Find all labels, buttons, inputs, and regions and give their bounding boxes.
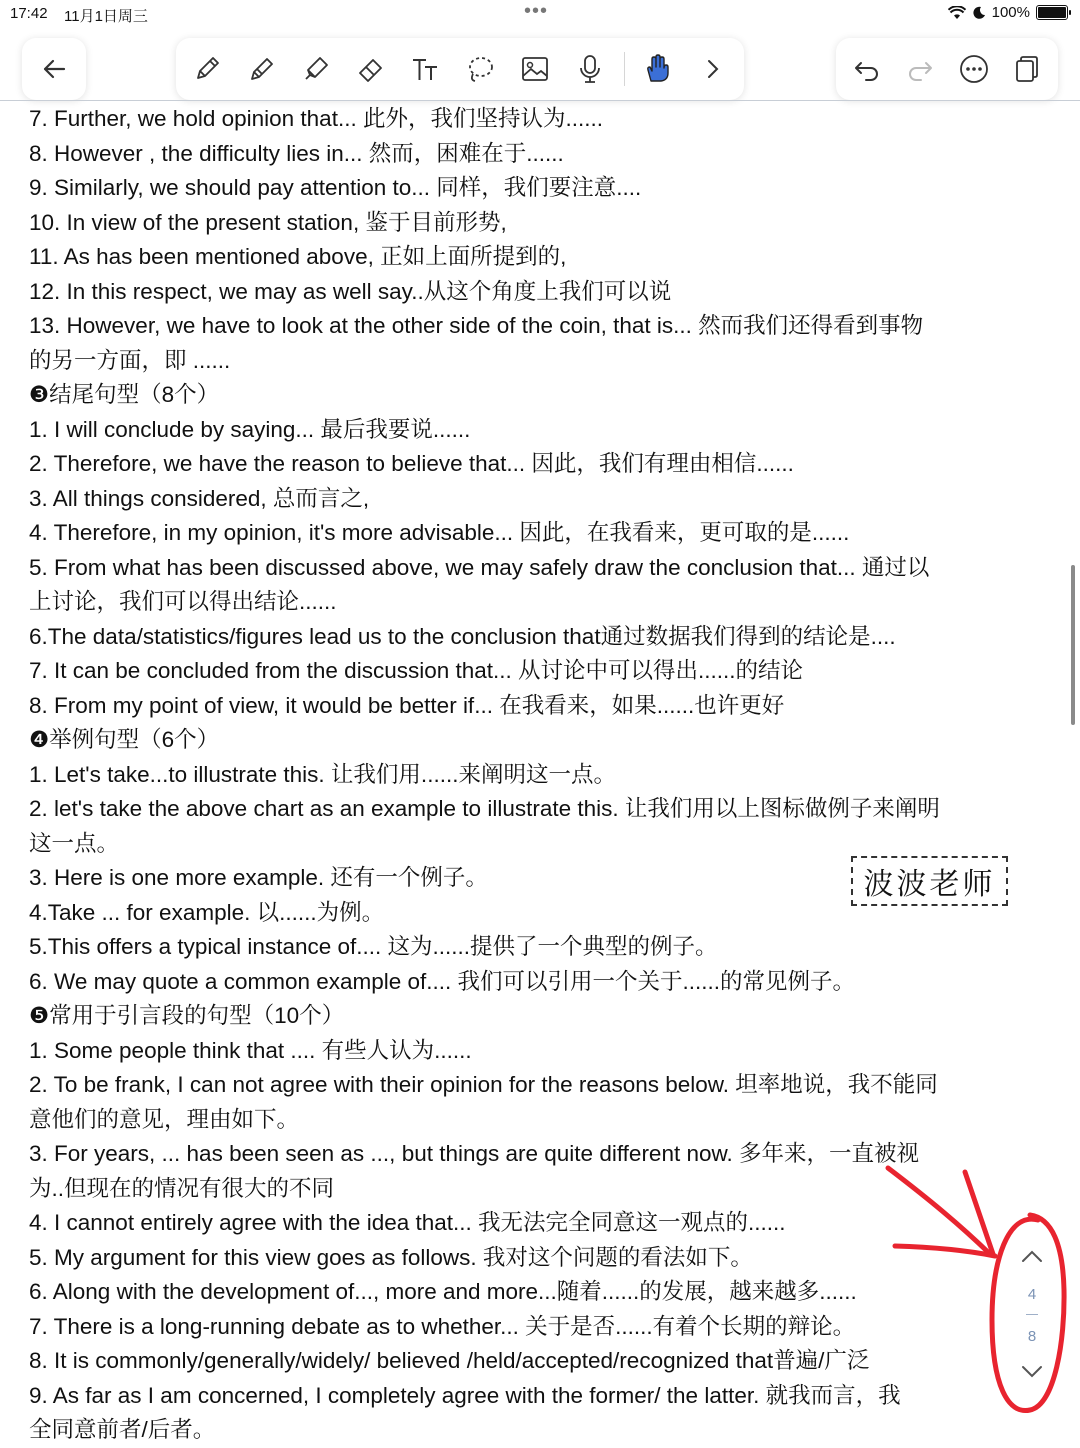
text-line: 9. As far as I am concerned, I completely agree with the former/ the latter. 就我而言，我 bbox=[29, 1382, 901, 1408]
more-options-button[interactable] bbox=[953, 48, 995, 90]
pen-alt-tool-button[interactable] bbox=[241, 48, 283, 90]
wifi-icon bbox=[948, 6, 966, 20]
document-content[interactable] bbox=[29, 102, 1054, 1448]
text-line: 3. Here is one more example. 还有一个例子。 bbox=[29, 865, 488, 890]
text-line: 7. It can be concluded from the discussion that... 从讨论中可以得出......的结论 bbox=[29, 658, 804, 683]
text-line: 4. Therefore, in my opinion, it's more advisable... 因此，在我看来，更可取的是...... bbox=[29, 520, 850, 545]
redo-button[interactable] bbox=[899, 48, 941, 90]
text-line: 这一点。 bbox=[29, 830, 120, 856]
redo-icon bbox=[904, 53, 936, 85]
text-line: 12. In this respect, we may as well say..从这个角度上我们可以说 bbox=[29, 278, 672, 304]
lasso-tool-button[interactable] bbox=[459, 48, 501, 90]
text-line: ❺常用于引言段的句型（10个） bbox=[29, 1003, 345, 1028]
text-line: 1. I will conclude by saying... 最后我要说...... bbox=[29, 416, 471, 442]
text-line: 6.The data/statistics/figures lead us to the conclusion that通过数据我们得到的结论是.... bbox=[29, 623, 896, 649]
image-tool-button[interactable] bbox=[514, 48, 556, 90]
scrollbar[interactable] bbox=[1071, 565, 1075, 725]
multitasking-dots-icon[interactable]: ••• bbox=[524, 0, 549, 22]
image-icon bbox=[519, 53, 551, 85]
chevron-up-icon bbox=[1021, 1249, 1043, 1263]
text-line: 5. My argument for this view goes as follows. 我对这个问题的看法如下。 bbox=[29, 1244, 753, 1270]
text-line: 全同意前者/后者。 bbox=[29, 1417, 216, 1442]
chevron-down-icon bbox=[1021, 1365, 1043, 1379]
hand-gesture-icon bbox=[642, 53, 674, 85]
page-down-button[interactable] bbox=[1017, 1360, 1047, 1384]
microphone-icon bbox=[574, 53, 606, 85]
highlighter-tool-button[interactable] bbox=[295, 48, 337, 90]
text-line: 的另一方面，即 ...... bbox=[29, 347, 231, 373]
text-line: 3. All things considered, 总而言之, bbox=[29, 485, 370, 511]
text-line: 8. From my point of view, it would be better if... 在我看来，如果......也许更好 bbox=[29, 692, 785, 718]
page-divider bbox=[1026, 1314, 1038, 1315]
action-bar bbox=[836, 38, 1058, 100]
text-line: 8. However , the difficulty lies in... 然而，困难在于...... bbox=[29, 140, 564, 166]
text-line: 为..但现在的情况有很大的不同 bbox=[29, 1175, 335, 1201]
text-line: 7. There is a long-running debate as to whether... 关于是否......有着个长期的辩论。 bbox=[29, 1313, 856, 1339]
microphone-tool-button[interactable] bbox=[569, 48, 611, 90]
status-date: 11月1日周三 bbox=[64, 8, 148, 25]
tool-palette bbox=[176, 38, 744, 100]
toolbar-separator bbox=[624, 52, 625, 86]
text-line: 8. It is commonly/generally/widely/ believed /held/accepted/recognized that普遍/广泛 bbox=[29, 1348, 870, 1373]
undo-button[interactable] bbox=[846, 48, 888, 90]
text-line: ❸结尾句型（8个） bbox=[29, 382, 220, 407]
text-line: 意他们的意见，理由如下。 bbox=[29, 1106, 300, 1132]
text-tool-icon bbox=[410, 53, 442, 85]
lasso-icon bbox=[464, 53, 496, 85]
text-line: 6. We may quote a common example of.... 我们可以引用一个关于......的常见例子。 bbox=[29, 968, 856, 994]
text-line: 1. Some people think that .... 有些人认为...... bbox=[29, 1037, 472, 1063]
eraser-tool-button[interactable] bbox=[350, 48, 392, 90]
moon-icon bbox=[972, 6, 986, 20]
text-line: 4.Take ... for example. 以......为例。 bbox=[29, 899, 385, 925]
toolbar-more-button[interactable] bbox=[692, 48, 734, 90]
undo-icon bbox=[851, 53, 883, 85]
text-tool-button[interactable] bbox=[405, 48, 447, 90]
pages-icon bbox=[1011, 53, 1043, 85]
pen-icon bbox=[191, 53, 223, 85]
battery-percent: 100% bbox=[991, 4, 1030, 21]
text-line: 5. From what has been discussed above, we may safely draw the conclusion that... 通过以 bbox=[29, 554, 930, 580]
battery-icon bbox=[1036, 5, 1068, 20]
text-line: 2. To be frank, I can not agree with their opinion for the reasons below. 坦率地说，我不能同 bbox=[29, 1072, 938, 1097]
text-line: 13. However, we have to look at the other side of the coin, that is... 然而我们还得看到事物 bbox=[29, 313, 924, 338]
text-line: 4. I cannot entirely agree with the idea that... 我无法完全同意这一观点的...... bbox=[29, 1210, 786, 1235]
author-stamp: 波波老师 bbox=[851, 856, 1008, 906]
total-pages: 8 bbox=[1027, 1328, 1037, 1345]
text-line: 2. Therefore, we have the reason to believe that... 因此，我们有理由相信...... bbox=[29, 451, 794, 476]
status-right bbox=[948, 4, 1068, 21]
chevron-right-icon bbox=[697, 53, 729, 85]
text-line: 5.This offers a typical instance of.... 这为......提供了一个典型的例子。 bbox=[29, 934, 718, 959]
text-line: 1. Let's take...to illustrate this. 让我们用......来阐明这一点。 bbox=[29, 761, 616, 787]
page-navigator bbox=[1005, 1232, 1059, 1402]
status-bar bbox=[0, 0, 1080, 28]
pen-alt-icon bbox=[246, 53, 278, 85]
highlighter-icon bbox=[300, 53, 332, 85]
text-line: 7. Further, we hold opinion that... 此外，我们坚持认为...... bbox=[29, 106, 603, 131]
back-button[interactable] bbox=[22, 38, 86, 100]
text-line: 10. In view of the present station, 鉴于目前形势, bbox=[29, 209, 507, 235]
back-arrow-icon bbox=[40, 55, 68, 83]
text-line: ❹举例句型（6个） bbox=[29, 727, 220, 752]
text-line: 3. For years, ... has been seen as ..., but things are quite different now. 多年来，一直被视 bbox=[29, 1141, 920, 1166]
more-icon bbox=[958, 53, 990, 85]
eraser-icon bbox=[355, 53, 387, 85]
status-time: 17:42 bbox=[10, 5, 48, 22]
text-line: 2. let's take the above chart as an example to illustrate this. 让我们用以上图标做例子来阐明 bbox=[29, 796, 940, 821]
pen-tool-button[interactable] bbox=[186, 48, 228, 90]
text-line: 11. As has been mentioned above, 正如上面所提到的, bbox=[29, 244, 567, 269]
toolbar-divider bbox=[0, 100, 1080, 101]
page-up-button[interactable] bbox=[1017, 1244, 1047, 1268]
text-line: 上讨论，我们可以得出结论...... bbox=[29, 589, 337, 614]
text-line: 9. Similarly, we should pay attention to... 同样，我们要注意.... bbox=[29, 175, 642, 200]
pages-button[interactable] bbox=[1006, 48, 1048, 90]
hand-gesture-button[interactable] bbox=[637, 48, 679, 90]
current-page: 4 bbox=[1027, 1286, 1037, 1303]
text-line: 6. Along with the development of..., more and more...随着......的发展，越来越多...... bbox=[29, 1279, 857, 1304]
